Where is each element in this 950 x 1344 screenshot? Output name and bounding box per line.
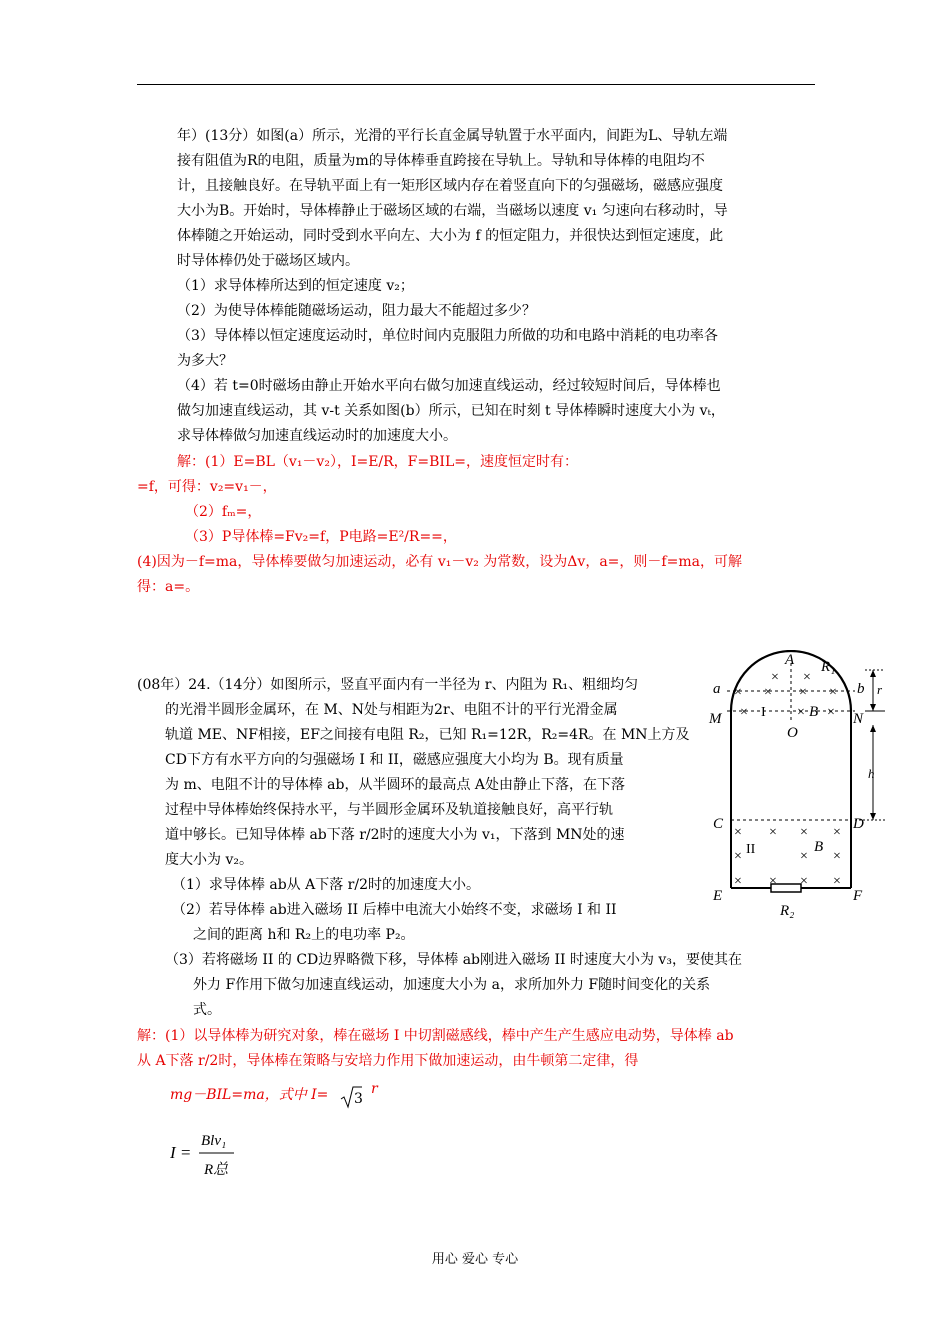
- svg-text:×: ×: [771, 670, 779, 685]
- svg-text:×: ×: [740, 705, 748, 720]
- p2-solution-equation: mg－BIL=ma，式中 I=: [170, 1087, 329, 1103]
- p2-line: 度大小为 v₂。: [165, 852, 253, 868]
- p2-question-2: （2）若导体棒 ab进入磁场 II 后棒中电流大小始终不变，求磁场 I 和 II: [172, 902, 617, 918]
- p1-line: 体棒随之开始运动，同时受到水平向左、大小为 f 的恒定阻力，并很快达到恒定速度，此: [177, 228, 724, 244]
- p1-question-4-cont: 做匀加速直线运动，其 v-t 关系如图(b）所示，已知在时刻 t 导体棒瞬时速度大小为 vₜ，: [177, 403, 725, 419]
- p2-line: (08年）24.（14分）如图所示，竖直平面内有一半径为 r、内阻为 R₁、粗细均匀: [137, 677, 639, 693]
- label-A: A: [785, 652, 795, 668]
- p2-question-3-cont: 式。: [193, 1002, 221, 1018]
- p1-line: 时导体棒仍处于磁场区域内。: [177, 253, 359, 269]
- svg-text:×: ×: [833, 874, 841, 889]
- p2-question-3: （3）若将磁场 II 的 CD边界略微下移，导体棒 ab刚进入磁场 II 时速度大小为 v₃，要使其在: [165, 952, 742, 968]
- p1-question-4-cont: 求导体棒做匀加速直线运动时的加速度大小。: [177, 428, 457, 444]
- p2-line: CD下方有水平方向的匀强磁场 I 和 II，磁感应强度大小均为 B。现有质量: [165, 752, 624, 768]
- label-B-top: B: [809, 704, 819, 720]
- p1-line: 大小为B。开始时，导体棒静止于磁场区域的右端，当磁场以速度 v₁ 匀速向右移动时，导: [177, 203, 728, 219]
- p2-question-2-cont: 之间的距离 h和 R₂上的电功率 P₂。: [193, 927, 415, 943]
- p1-solution-line: （3）P导体棒=Fv₂=f，P电路=E²/R==，: [185, 529, 457, 545]
- label-D: D: [853, 816, 864, 832]
- label-B-bottom: B: [814, 839, 824, 855]
- label-region-II: II: [746, 842, 756, 857]
- p1-line: 计，且接触良好。在导轨平面上有一矩形区域内存在着竖直向下的匀强磁场，磁感应强度: [177, 178, 723, 194]
- header-rule: [137, 84, 815, 85]
- p1-solution-line: （2）fₘ=，: [185, 504, 262, 520]
- p1-question-1: （1）求导体棒所达到的恒定速度 v₂；: [177, 278, 414, 294]
- p2-line: 道中够长。已知导体棒 ab下落 r/2时的速度大小为 v₁，下落到 MN处的速: [165, 827, 625, 843]
- p2-question-3-cont: 外力 F作用下做匀加速直线运动，加速度大小为 a，求所加外力 F随时间变化的关系: [193, 977, 711, 993]
- p1-question-2: （2）为使导体棒能随磁场运动，阻力最大不能超过多少？: [177, 303, 536, 319]
- formula-denominator: R总: [204, 1162, 229, 1178]
- p2-line: 过程中导体棒始终保持水平，与半圆形金属环及轨道接触良好，高平行轨: [165, 802, 613, 818]
- label-region-I: I: [761, 705, 766, 720]
- label-R2: R₂: [780, 903, 795, 919]
- svg-text:×: ×: [734, 825, 742, 840]
- sqrt-expression: [340, 1084, 370, 1110]
- sqrt-radicand: 3: [354, 1091, 363, 1107]
- svg-text:×: ×: [803, 670, 811, 685]
- svg-text:×: ×: [769, 874, 777, 889]
- p2-line: 为 m、电阻不计的导体棒 ab，从半圆环的最高点 A处由静止下落，在下落: [165, 777, 626, 793]
- label-b: b: [857, 681, 865, 697]
- p2-solution-line: 从 A下落 r/2时，导体棒在策略与安培力作用下做加速运动，由牛顿第二定律，得: [137, 1053, 639, 1069]
- label-O: O: [787, 725, 798, 741]
- svg-text:×: ×: [829, 685, 837, 700]
- svg-text:×: ×: [734, 685, 742, 700]
- svg-text:×: ×: [799, 685, 807, 700]
- label-E: E: [713, 888, 723, 904]
- svg-text:×: ×: [769, 825, 777, 840]
- label-a: a: [713, 681, 721, 697]
- magnetic-field-I: [734, 670, 837, 720]
- svg-text:×: ×: [833, 849, 841, 864]
- label-N: N: [853, 711, 864, 727]
- sqrt-suffix: r: [371, 1081, 378, 1097]
- p2-line: 的光滑半圆形金属环，在 M、N处与相距为2r、电阻不计的平行光滑金属: [165, 702, 618, 718]
- p1-line: 年）(13分）如图(a）所示，光滑的平行长直金属导轨置于水平面内，间距为L、导轨左端: [177, 128, 728, 144]
- p2-question-1: （1）求导体棒 ab从 A下落 r/2时的加速度大小。: [172, 877, 480, 893]
- svg-text:×: ×: [734, 874, 742, 889]
- p2-line: 轨道 ME、NF相接，EF之间接有电阻 R₂，已知 R₁=12R，R₂=4R。在 MN上方及: [165, 727, 690, 743]
- p1-solution-line: 解：(1）E=BL（v₁－v₂），I=E/R，F=BIL=，速度恒定时有：: [177, 454, 578, 470]
- p1-line: 接有阻值为R的电阻，质量为m的导体棒垂直跨接在导轨上。导轨和导体棒的电阻均不: [177, 153, 705, 169]
- p1-question-3: （3）导体棒以恒定速度运动时，单位时间内克服阻力所做的功和电路中消耗的电功率各: [177, 328, 718, 344]
- svg-text:×: ×: [734, 849, 742, 864]
- label-C: C: [713, 816, 724, 832]
- p2-solution-line: 解：(1）以导体棒为研究对象，棒在磁场 I 中切割磁感线，棒中产生产生感应电动势，导体棒 ab: [137, 1028, 734, 1044]
- p1-solution-line: =f，可得：v₂=v₁－，: [137, 479, 277, 495]
- p1-question-4: （4）若 t=0时磁场由静止开始水平向右做匀加速直线运动，经过较短时间后，导体棒也: [177, 378, 721, 394]
- p1-question-3-cont: 为多大？: [177, 353, 233, 369]
- magnetic-field-II: [734, 825, 841, 889]
- circuit-figure: [705, 650, 895, 920]
- label-M: M: [709, 711, 722, 727]
- label-h: h: [868, 766, 875, 781]
- p1-solution-line: 得：a=。: [137, 579, 200, 595]
- formula-numerator: Blv₁: [201, 1133, 227, 1149]
- svg-text:×: ×: [827, 705, 835, 720]
- current-formula: [170, 1128, 250, 1184]
- label-r: r: [877, 682, 883, 697]
- p1-solution-line: (4)因为－f=ma，导体棒要做匀加速运动，必有 v₁－v₂ 为常数，设为Δv，a=，则－f=ma，可解: [137, 554, 742, 570]
- svg-text:×: ×: [800, 874, 808, 889]
- label-R1: R₁: [821, 659, 836, 675]
- svg-text:×: ×: [800, 849, 808, 864]
- svg-text:×: ×: [797, 705, 805, 720]
- formula-lhs: I =: [170, 1143, 192, 1162]
- svg-text:×: ×: [833, 825, 841, 840]
- svg-text:×: ×: [764, 685, 772, 700]
- svg-text:×: ×: [800, 825, 808, 840]
- label-F: F: [853, 888, 863, 904]
- page-footer: 用心 爱心 专心: [431, 1252, 519, 1267]
